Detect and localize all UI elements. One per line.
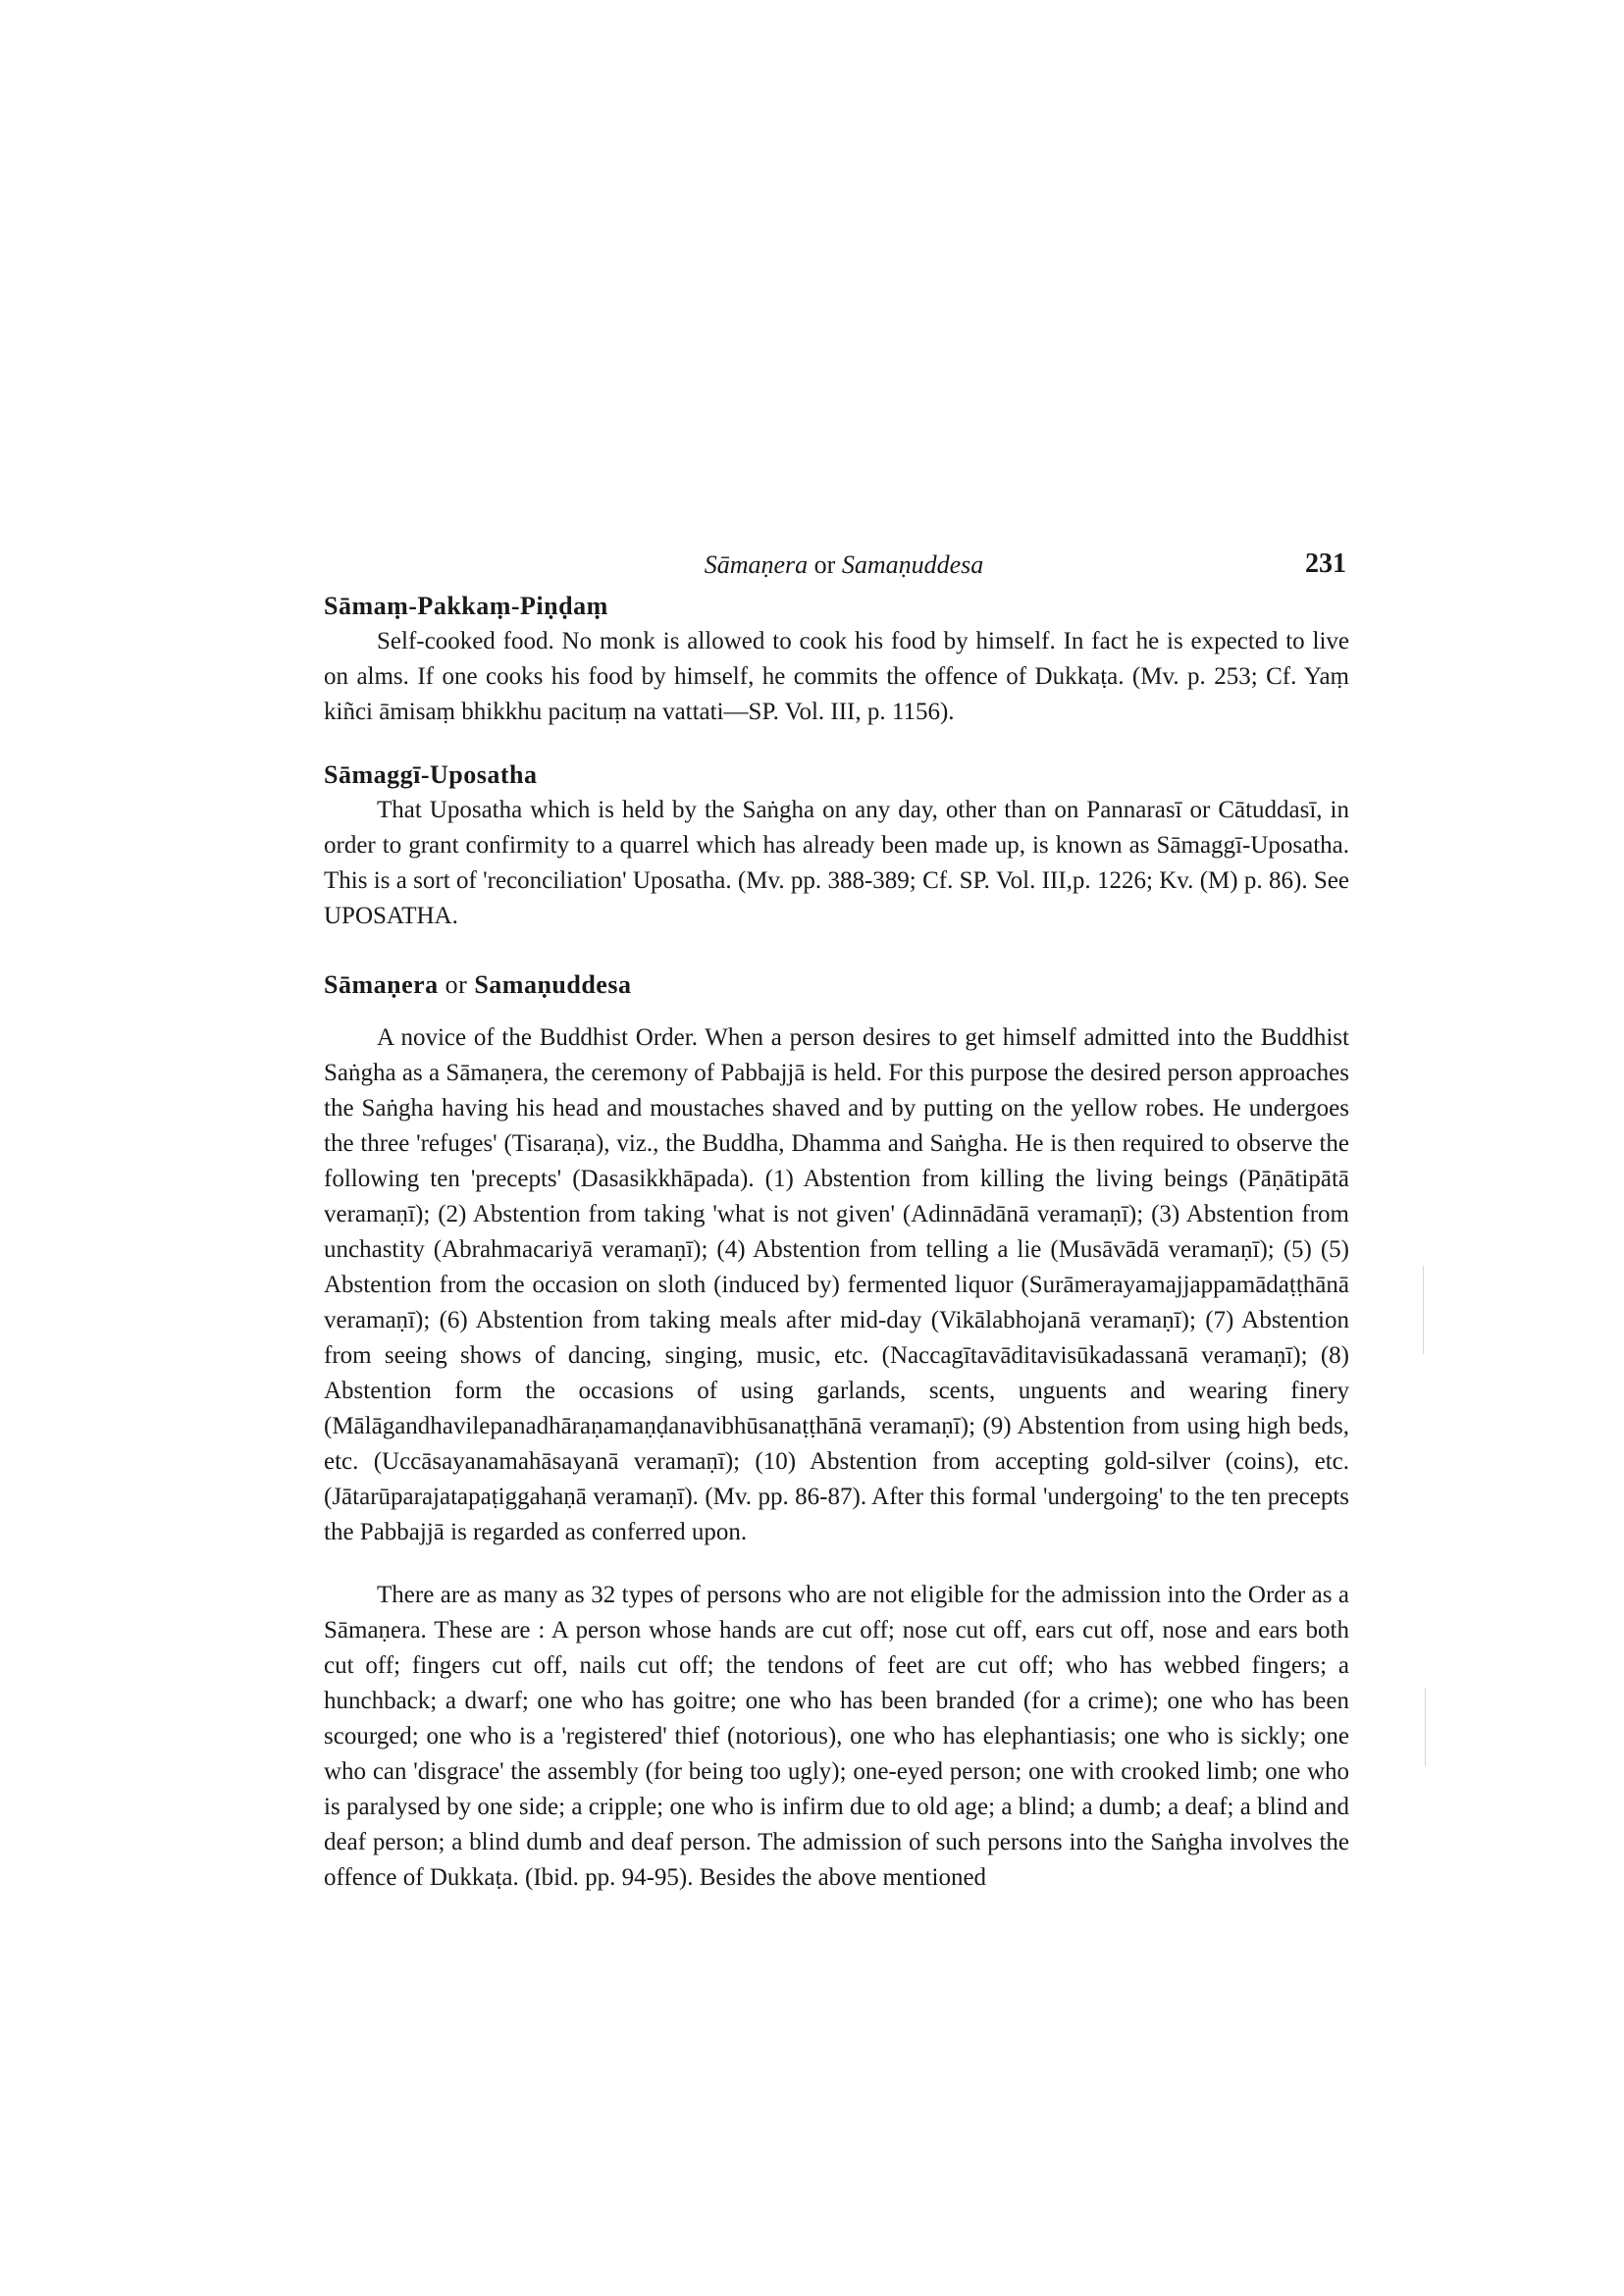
entry-heading-term: Sāmaṇera (324, 970, 439, 999)
entry-samanera (324, 967, 1349, 1896)
entry-heading: Sāmaṃ-Pakkaṃ-Piṇḍaṃ (324, 592, 608, 620)
running-title-connector: or (808, 550, 842, 579)
entry-heading-alt-term: Samaṇuddesa (474, 970, 632, 999)
entry-heading (324, 967, 1349, 1003)
entry-heading-connector: or (438, 970, 475, 999)
running-title (324, 550, 1364, 580)
running-header (324, 545, 1364, 584)
entry-body: That Uposatha which is held by the Saṅgha on any day, other than on Pannarasī or Cātuddasī, in order to grant confirmity to a quarrel which has already been made up, is known as Sāmaggī-Uposatha. This is a sort of 'reconciliation' Uposatha. (Mv. pp. 388-389; Cf. SP. Vol. III,p. 1226; Kv. (M) p. 86). See UPOSATHA. (324, 797, 1349, 929)
running-title-alt-term: Samaṇuddesa (841, 550, 984, 579)
entry-samam-pakkam-pindam (324, 589, 1349, 730)
entry-samaggi-uposatha (324, 757, 1349, 934)
entry-body-continued: There are as many as 32 types of persons who are not eligible for the admission into the Order as a Sāmaṇera. These are : A person whose hands are cut off; nose cut off, ears cut off, nose and ears both cut off; fingers cut off, nails cut off; the tendons of feet are cut off; who has webbed fingers; a hunchback; a dwarf; one who has goitre; one who has been branded (for a crime); one who has been scourged; one who is a 'registered' thief (notorious), one who has elephantiasis; one who is sickly; one who can 'disgrace' the assembly (for being too ugly); one-eyed person; one with crooked limb; one who is paralysed by one side; a cripple; one who is infirm due to old age; a blind; a dumb; a deaf; a blind and deaf person; a blind dumb and deaf person. The admission of such persons into the Saṅgha involves the offence of Dukkaṭa. (Ibid. pp. 94-95). Besides the above mentioned (324, 1582, 1349, 1891)
margin-scan-mark (1423, 1266, 1424, 1354)
entry-body: A novice of the Buddhist Order. When a person desires to get himself admitted into the Buddhist Saṅgha as a Sāmaṇera, the ceremony of Pabbajjā is held. For this purpose the desired person approaches the Saṅgha having his head and moustaches shaved and by putting on the yellow robes. He undergoes the three 'refuges' (Tisaraṇa), viz., the Buddha, Dhamma and Saṅgha. He is then required to observe the following ten 'precepts' (Dasasikkhāpada). (1) Abstention from killing the living beings (Pāṇātipātā veramaṇī); (2) Abstention from taking 'what is not given' (Adinnādānā veramaṇī); (3) Abstention from unchastity (Abrahmacariyā veramaṇī); (4) Abstention from telling a lie (Musāvādā veramaṇī); (5) (5) Abstention from the occasion on sloth (induced by) fermented liquor (Surāmerayamajjappamādaṭṭhānā veramaṇī); (6) Abstention from taking meals after mid-day (Vikālabhojanā veramaṇī); (7) Abstention from seeing shows of dancing, singing, music, etc. (Naccagītavāditavisūkadassanā veramaṇī); (8) Abstention form the occasions of using garlands, scents, unguents and wearing finery (Mālāgandhavilepanadhāraṇamaṇḍanavibhūsanaṭṭhānā veramaṇī); (9) Abstention from using high beds, etc. (Uccāsayanamahāsayanā veramaṇī); (10) Abstention from accepting gold-silver (coins), etc. (Jātarūparajatapaṭiggahaṇā veramaṇī). (Mv. pp. 86-87). After this formal 'undergoing' to the ten precepts the Pabbajjā is regarded as conferred upon. (324, 1024, 1349, 1545)
entry-body: Self-cooked food. No monk is allowed to cook his food by himself. In fact he is expected to live on alms. If one cooks his food by himself, he commits the offence of Dukkaṭa. (Mv. p. 253; Cf. Yaṃ kiñci āmisaṃ bhikkhu pacituṃ na vattati—SP. Vol. III, p. 1156). (324, 628, 1349, 725)
margin-scan-mark (1425, 1688, 1426, 1766)
main-content (324, 589, 1349, 1896)
page-number: 231 (1305, 548, 1346, 579)
running-title-term: Sāmaṇera (704, 550, 809, 579)
entry-heading: Sāmaggī-Uposatha (324, 760, 538, 789)
